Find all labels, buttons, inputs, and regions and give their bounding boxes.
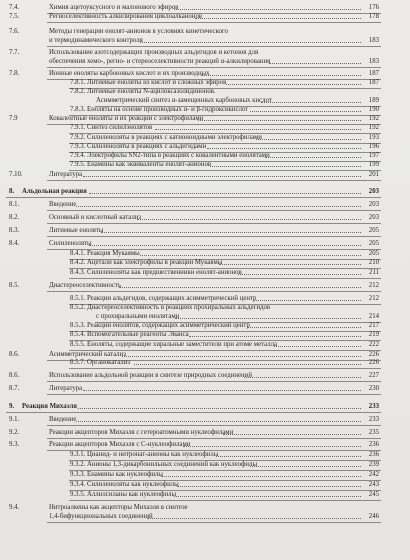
page-number: 236 — [368, 451, 379, 458]
page-number: 199 — [368, 161, 379, 168]
toc-entry — [0, 105, 410, 114]
section-title: 8.5.7. Органокатализ — [70, 359, 131, 366]
page-number: 217 — [368, 322, 379, 329]
section-title: 8.4.1. Реакция Мукаямы — [70, 250, 140, 257]
page-number: 227 — [368, 372, 379, 379]
dot-leader — [183, 446, 361, 447]
section-title: 7.8.1. Литиевые еноляты из кислот и сложных эфиров — [70, 79, 227, 86]
section-title: 7.9.2. Силиленоляты в реакциях с катионоидными электрофилами — [70, 134, 262, 141]
dot-leader — [83, 176, 362, 177]
dot-leader — [89, 245, 361, 246]
section-title: 9.3.2. Анионы 1,3-дикарбонильных соединений как нуклеофилы — [70, 461, 258, 468]
toc-entry — [0, 226, 410, 235]
section-title: 8.5.2. Диастереоселективность в реакциях прохиральных альдегидов — [70, 304, 271, 311]
section-number: 7.7. — [9, 49, 20, 56]
row-divider — [69, 278, 381, 279]
dot-leader — [189, 336, 361, 337]
section-title: Основный и кислотный катализ — [49, 214, 142, 221]
section-title: 8.5.1. Реакции альдегидов, содержащих асимметрический центр — [70, 295, 257, 302]
toc-entry — [0, 160, 410, 169]
dot-leader — [89, 193, 361, 194]
dot-leader — [101, 232, 361, 233]
row-divider — [47, 210, 381, 211]
section-title: 1,4-бифункциональных соединений — [49, 513, 153, 520]
toc-entry — [0, 268, 410, 277]
section-number: 7.4. — [9, 4, 20, 11]
row-divider — [47, 46, 381, 47]
section-number: 9.2. — [9, 429, 20, 436]
page-number: 245 — [368, 491, 379, 498]
page-number: 203 — [368, 214, 379, 221]
section-title: 8.5.5. Еноляты, содержащие хиральные заместители при атоме металла — [70, 341, 278, 348]
toc-entry — [0, 340, 410, 349]
page-number: 189 — [368, 97, 379, 104]
toc-entry — [0, 200, 410, 209]
toc-entry — [0, 384, 410, 393]
dot-leader — [161, 476, 361, 477]
toc-entry — [0, 258, 410, 267]
dot-leader — [201, 75, 361, 76]
toc-entry — [0, 27, 410, 36]
toc-entry — [0, 460, 410, 469]
page-number: 201 — [368, 171, 379, 178]
section-title: и термодинамического контроля — [49, 37, 143, 44]
row-divider — [47, 381, 381, 382]
page-number: 205 — [368, 240, 379, 247]
dot-leader — [216, 456, 361, 457]
toc-entry — [0, 371, 410, 380]
page-number: 226 — [368, 359, 379, 366]
row-divider — [47, 236, 381, 237]
row-divider — [47, 67, 381, 68]
toc-entry — [0, 450, 410, 459]
page-number: 236 — [368, 441, 379, 448]
section-title: Введение — [49, 201, 77, 208]
toc-entry — [0, 87, 410, 96]
section-title: Литиевые еноляты — [49, 227, 104, 234]
section-title: 7.9.3. Силиленоляты в реакциях с альдегидами — [70, 143, 207, 150]
section-title: 7.8.3. Еноляты на основе производных α- и β-гидроксикислот — [70, 106, 249, 113]
dot-leader — [76, 421, 361, 422]
page-number: 193 — [368, 134, 379, 141]
section-number: 9.1. — [9, 416, 20, 423]
toc-entry — [0, 133, 410, 142]
page-number: 219 — [368, 331, 379, 338]
section-number: 9. — [9, 403, 15, 410]
section-number: 8.7. — [9, 385, 20, 392]
page-number: 212 — [368, 282, 379, 289]
page-number: 205 — [368, 250, 379, 257]
dot-leader — [83, 390, 362, 391]
page-number: 212 — [368, 295, 379, 302]
section-number: 8.1. — [9, 201, 20, 208]
section-number: 7.5. — [9, 13, 20, 20]
toc-entry — [0, 480, 410, 489]
section-title: с прохиральными енолятами — [96, 313, 180, 320]
dot-leader — [147, 518, 361, 519]
toc-entry — [0, 503, 410, 512]
toc-entry — [0, 281, 410, 290]
page-number: 205 — [368, 227, 379, 234]
page-number: 187 — [368, 79, 379, 86]
toc-entry — [0, 78, 410, 87]
toc-entry — [0, 321, 410, 330]
row-divider — [47, 438, 381, 439]
dot-leader — [175, 318, 361, 319]
section-title: Использование азотсодержащих производных альдегидов и кетонов для — [49, 49, 259, 56]
section-title: 8.5.3. Реакции енолятов, содержащих асимметрический центр — [70, 322, 250, 329]
dot-leader — [122, 356, 361, 357]
page-number: 178 — [368, 13, 379, 20]
section-title: Асимметрический синтез α-замещенных карбоновых кислот — [96, 97, 272, 104]
row-divider — [47, 394, 381, 395]
dot-leader — [269, 63, 361, 64]
page-number: 203 — [368, 201, 379, 208]
section-number: 8.2. — [9, 214, 20, 221]
section-title: Реакция Михаэля — [22, 403, 77, 410]
toc-entry — [0, 142, 410, 151]
dot-leader — [177, 486, 361, 487]
section-title: Ионные еноляты карбоновых кислот и их производных — [49, 70, 210, 77]
page-number: 187 — [368, 70, 379, 77]
toc-entry — [0, 294, 410, 303]
dot-leader — [256, 139, 361, 140]
section-number: 8.3. — [9, 227, 20, 234]
section-title: Использование альдольной реакции в синтезе природных соединений — [49, 372, 252, 379]
toc-entry — [0, 415, 410, 424]
toc-entry — [0, 213, 410, 222]
toc-entry — [0, 3, 410, 12]
section-title: 7.8.2. Литиевые еноляты N-ацилоксазолидинонов. — [70, 88, 216, 95]
page-number: 210 — [368, 259, 379, 266]
page-number: 192 — [368, 124, 379, 131]
dot-leader — [247, 327, 361, 328]
section-title: Реакции акцепторов Михаэля с гетероатомными нуклеофилами — [49, 429, 234, 436]
section-number: 8.6. — [9, 372, 20, 379]
toc-entry — [0, 114, 410, 123]
dot-leader — [219, 264, 361, 265]
dot-leader — [244, 377, 361, 378]
toc-entry — [0, 428, 410, 437]
page-number: 235 — [368, 429, 379, 436]
section-number: 9.3. — [9, 441, 20, 448]
section-title: Химия ацетоуксусного и малонового эфиров — [49, 4, 179, 11]
toc-entry — [0, 303, 410, 312]
section-title: Введение — [49, 416, 77, 423]
toc-entry — [0, 48, 410, 57]
toc-entry — [0, 170, 410, 179]
toc-entry — [0, 123, 410, 132]
page-number: 233 — [368, 403, 379, 410]
dot-leader — [238, 274, 361, 275]
section-title: Ковалентные еноляты и их реакции с электрофилами — [49, 115, 204, 122]
page-number: 183 — [368, 58, 379, 65]
row-divider — [47, 22, 381, 23]
chapter-entry — [0, 187, 410, 196]
toc-entry — [0, 312, 410, 321]
row-divider — [6, 412, 381, 413]
page-number: 230 — [368, 385, 379, 392]
row-divider — [47, 180, 381, 181]
row-divider — [69, 368, 381, 369]
toc-entry — [0, 12, 410, 21]
section-title: 9.3.5. Аллилсиланы как нуклеофилы — [70, 491, 177, 498]
toc-entry — [0, 358, 410, 367]
toc-entry — [0, 490, 410, 499]
section-title: Литература — [49, 385, 83, 392]
toc-entry — [0, 69, 410, 78]
chapter-entry — [0, 402, 410, 411]
dot-leader — [250, 111, 361, 112]
page-number: 246 — [368, 513, 379, 520]
dot-leader — [140, 255, 361, 256]
dot-leader — [210, 166, 361, 167]
toc-entry — [0, 36, 410, 45]
toc-entry — [0, 96, 410, 105]
section-title: 9.3.4. Силиленоляты как нуклеофилы — [70, 481, 179, 488]
section-number: 8. — [9, 188, 15, 195]
section-number: 8.4. — [9, 240, 20, 247]
section-title: Альдольная реакция — [22, 188, 87, 195]
toc-entry — [0, 440, 410, 449]
dot-leader — [76, 206, 361, 207]
section-number: 7.9 — [9, 115, 18, 122]
section-title: Силиленоляты — [49, 240, 92, 247]
page-number: 183 — [368, 37, 379, 44]
section-number: 9.4. — [9, 504, 20, 511]
section-title: Нитроалкены как акцепторы Михаэля в синтезе — [49, 504, 188, 511]
section-number: 7.8. — [9, 70, 20, 77]
dot-leader — [265, 157, 361, 158]
dot-leader — [140, 42, 361, 43]
dot-leader — [137, 219, 361, 220]
dot-leader — [250, 466, 361, 467]
section-title: 8.4.2. Ацетали как электрофилы в реакции Мукаямы — [70, 259, 223, 266]
section-title: 8.5.4. Вспомогательные реагенты Эванса — [70, 331, 189, 338]
section-title: 7.9.4. Электрофилы SN2-типа в реакциях с ковалентными енолятами — [70, 152, 270, 159]
section-title: Региоселективность алкилирования циклоалканонов — [49, 13, 203, 20]
section-title: 9.3.1. Цианид- и нитронат-анионы как нуклеофилы — [70, 451, 219, 458]
dot-leader — [174, 9, 361, 10]
dot-leader — [223, 434, 361, 435]
toc-entry — [0, 330, 410, 339]
page-number: 176 — [368, 4, 379, 11]
row-divider — [69, 500, 381, 501]
dot-leader — [198, 120, 361, 121]
toc-entry — [0, 57, 410, 66]
dot-leader — [195, 18, 361, 19]
dot-leader — [174, 496, 361, 497]
page-number: 192 — [368, 115, 379, 122]
section-title: Реакции акцепторов Михаэля с С-нуклеофилами — [49, 441, 191, 448]
row-divider — [47, 291, 381, 292]
section-title: Диастереоселективность — [49, 282, 122, 289]
section-number: 7.6. — [9, 28, 20, 35]
section-title: 9.3.3. Енамины как нуклеофилы — [70, 471, 164, 478]
page-number: 211 — [369, 269, 379, 276]
dot-leader — [253, 300, 361, 301]
section-number: 8.6. — [9, 351, 20, 358]
row-divider — [47, 425, 381, 426]
page-number: 242 — [368, 471, 379, 478]
section-number: 8.5. — [9, 282, 20, 289]
page-number: 222 — [368, 341, 379, 348]
page-number: 214 — [368, 313, 379, 320]
section-title: Асимметрический катализ — [49, 351, 126, 358]
dot-leader — [226, 84, 362, 85]
section-title: обеспечения хемо-, регио- и стереоселективности реакций α-алкилирования — [49, 58, 271, 65]
page-number: 196 — [368, 143, 379, 150]
toc-entry — [0, 512, 410, 521]
page-number: 197 — [368, 152, 379, 159]
dot-leader — [261, 102, 361, 103]
dot-leader — [155, 129, 361, 130]
dot-leader — [207, 148, 361, 149]
toc-entry — [0, 239, 410, 248]
page-number: 233 — [368, 416, 379, 423]
page-number: 203 — [368, 188, 379, 195]
row-divider — [47, 522, 381, 523]
section-number: 7.10. — [9, 171, 23, 178]
page-number: 226 — [368, 351, 379, 358]
toc-entry — [0, 151, 410, 160]
section-title: 7.9.5. Енамины как эквиваленты енолят-анионов — [70, 161, 212, 168]
toc-entry — [0, 249, 410, 258]
page-number: 190 — [368, 106, 379, 113]
page-number: 243 — [368, 481, 379, 488]
page-number: 239 — [368, 461, 379, 468]
section-title: 7.9.1. Синтез силилэнолятов — [70, 124, 153, 131]
section-title: 8.4.3. Силиленоляты как предшественники енолят-анионов — [70, 269, 242, 276]
row-divider — [47, 223, 381, 224]
toc-entry — [0, 470, 410, 479]
dot-leader — [78, 408, 361, 409]
dot-leader — [134, 364, 361, 365]
dot-leader — [119, 287, 361, 288]
section-title: Литература — [49, 171, 83, 178]
section-title: Методы генерации енолят-анионов в условиях кинетического — [49, 28, 228, 35]
dot-leader — [274, 346, 361, 347]
row-divider — [6, 197, 381, 198]
